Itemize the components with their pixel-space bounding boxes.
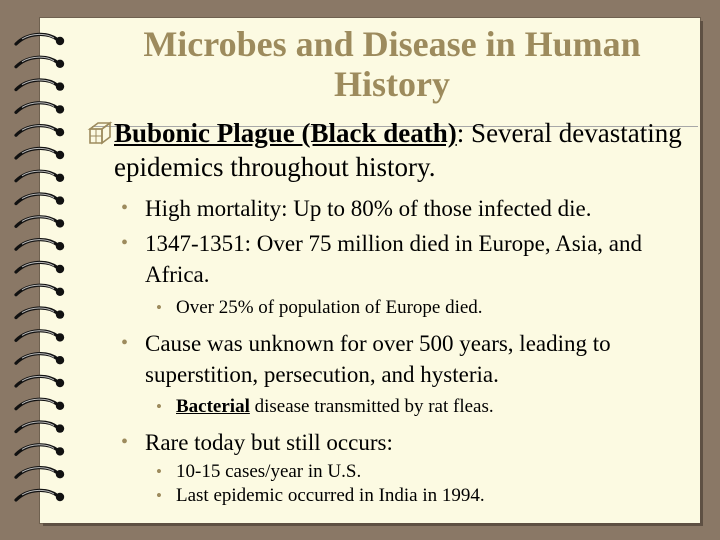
- binding-ring: [16, 354, 64, 365]
- binding-ring: [16, 194, 64, 205]
- binding-ring: [16, 376, 64, 387]
- sub-bullet-europe-text: Over 25% of population of Europe died.: [176, 297, 483, 318]
- sub-bullet-us: [156, 459, 696, 485]
- bullet-dot-icon: •: [156, 462, 162, 481]
- bullet-dot-icon: •: [121, 431, 129, 453]
- bullet-dot-icon: •: [156, 397, 162, 416]
- sub-bullet-us-text: 10-15 cases/year in U.S.: [176, 461, 362, 482]
- binding-ring: [16, 490, 64, 501]
- bullet-dates: [121, 228, 665, 290]
- sub-bullet-india: [156, 483, 696, 509]
- binding-ring: [16, 285, 64, 296]
- sub-bullet-bacterial-text: disease transmitted by rat fleas.: [249, 396, 494, 417]
- bullet-dot-icon: •: [121, 197, 129, 219]
- bullet-cause: [121, 328, 693, 390]
- slide-title: Microbes and Disease in Human History: [143, 24, 641, 104]
- binding-ring: [16, 57, 64, 68]
- binding-ring: [16, 308, 64, 319]
- binding-ring: [16, 34, 64, 45]
- heading-term: Bubonic Plague (Black death): [114, 118, 457, 148]
- binding-ring: [16, 331, 64, 342]
- binding-ring: [16, 126, 64, 137]
- binding-ring: [16, 445, 64, 456]
- bullet-cause-text: Cause was unknown for over 500 years, leading to superstition, persecution, and hysteria.: [145, 331, 611, 387]
- bullet-dot-icon: •: [121, 232, 129, 254]
- heading-rest: : Several devastating epidemics throughout history.: [114, 118, 682, 182]
- binding-ring: [16, 171, 64, 182]
- cube-bullet-icon: [86, 120, 114, 148]
- binding-ring: [16, 80, 64, 91]
- binding-ring: [16, 217, 64, 228]
- sub-bullet-bacterial: [156, 394, 696, 420]
- binding-ring: [16, 148, 64, 159]
- main-heading: [114, 116, 694, 184]
- bullet-mortality-text: High mortality: Up to 80% of those infected die.: [145, 196, 592, 221]
- bullet-dates-text: 1347-1351: Over 75 million died in Europe, Asia, and Africa.: [145, 231, 642, 287]
- bullet-dot-icon: •: [156, 486, 162, 505]
- binding-ring: [16, 399, 64, 410]
- binding-ring: [16, 422, 64, 433]
- sub-bullet-europe: [156, 295, 696, 321]
- binding-ring: [16, 103, 64, 114]
- binding-ring: [16, 240, 64, 251]
- binding-ring: [16, 262, 64, 273]
- bacterial-term: Bacterial: [176, 396, 250, 417]
- bullet-rare-text: Rare today but still occurs:: [145, 430, 393, 455]
- binding-ring: [16, 468, 64, 479]
- bullet-dot-icon: •: [121, 332, 129, 354]
- bullet-dot-icon: •: [156, 298, 162, 317]
- bullet-mortality: [121, 193, 705, 224]
- sub-bullet-india-text: Last epidemic occurred in India in 1994.: [176, 485, 485, 506]
- bullet-rare: [121, 427, 705, 458]
- spiral-binding: [0, 0, 90, 540]
